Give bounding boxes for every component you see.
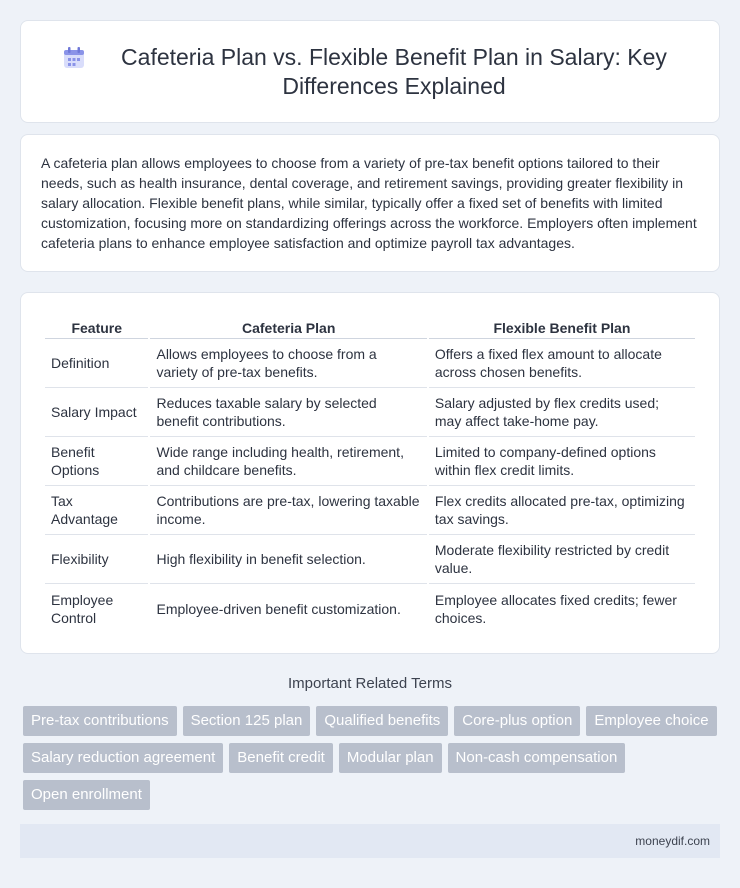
feature-cell: Benefit Options (45, 437, 148, 486)
flexible-cell: Flex credits allocated pre-tax, optimizing tax savings. (429, 486, 695, 535)
table-row (45, 584, 695, 633)
cafeteria-cell: Contributions are pre-tax, lowering taxable income. (150, 486, 426, 535)
footer (20, 824, 720, 858)
table-row (45, 486, 695, 535)
flexible-cell: Moderate flexibility restricted by credit value. (429, 535, 695, 584)
cafeteria-cell: Employee-driven benefit customization. (156, 600, 401, 617)
page-title: Cafeteria Plan vs. Flexible Benefit Plan in Salary: Key Differences Explained (121, 43, 667, 99)
header-flexible-benefit-plan: Flexible Benefit Plan (429, 315, 695, 339)
comparison-table (43, 315, 697, 633)
cafeteria-cell: Reduces taxable salary by selected benefit contributions. (150, 388, 426, 437)
cafeteria-cell: High flexibility in benefit selection. (150, 535, 426, 584)
table-row (45, 437, 695, 486)
related-terms-title: Important Related Terms (288, 675, 452, 692)
tag-section-125-plan[interactable]: Section 125 plan (183, 706, 311, 736)
tag-pre-tax-contributions[interactable]: Pre-tax contributions (23, 706, 177, 736)
feature-cell: Definition (45, 339, 148, 388)
flexible-cell: Offers a fixed flex amount to allocate across chosen benefits. (429, 339, 695, 388)
calendar-icon (61, 45, 87, 71)
table-row (45, 535, 695, 584)
feature-cell: Flexibility (45, 535, 148, 584)
header-cafeteria-plan: Cafeteria Plan (150, 315, 426, 339)
table-header-row (45, 315, 695, 339)
tag-core-plus-option[interactable]: Core-plus option (454, 706, 580, 736)
tag-open-enrollment[interactable]: Open enrollment (23, 780, 150, 810)
table-row (45, 388, 695, 437)
tag-modular-plan[interactable]: Modular plan (339, 743, 442, 773)
comparison-table-card (20, 292, 720, 654)
table-row (45, 339, 695, 388)
tag-non-cash-compensation[interactable]: Non-cash compensation (448, 743, 626, 773)
feature-cell: Employee Control (51, 591, 114, 626)
flexible-cell: Salary adjusted by flex credits used; may affect take-home pay. (429, 388, 695, 437)
feature-cell: Tax Advantage (45, 486, 148, 535)
tag-salary-reduction-agreement[interactable]: Salary reduction agreement (23, 743, 223, 773)
tag-employee-choice[interactable]: Employee choice (586, 706, 716, 736)
flexible-cell: Limited to company-defined options within flex credit limits. (429, 437, 695, 486)
intro-paragraph: A cafeteria plan allows employees to choose from a variety of pre-tax benefit options tailored to their needs, such as health insurance, dental coverage, and retirement savings, providing greater flexibility in salary allocation. Flexible benefit plans, while similar, typically offer a fixed set of benefits with limited customization, focusing more on standardizing offerings across the workforce. Employers often implement cafeteria plans to enhance employee satisfaction and optimize payroll tax advantages. (41, 155, 697, 251)
header-card (20, 20, 720, 123)
cafeteria-cell: Allows employees to choose from a variety of pre-tax benefits. (150, 339, 426, 388)
footer-site-link[interactable]: moneydif.com (635, 834, 710, 848)
tag-benefit-credit[interactable]: Benefit credit (229, 743, 333, 773)
flexible-cell: Employee allocates fixed credits; fewer choices. (434, 591, 677, 626)
related-terms-tags (23, 706, 723, 810)
header-feature: Feature (45, 315, 148, 339)
tag-qualified-benefits[interactable]: Qualified benefits (316, 706, 448, 736)
feature-cell: Salary Impact (45, 388, 148, 437)
intro-card (20, 134, 720, 272)
cafeteria-cell: Wide range including health, retirement, and childcare benefits. (150, 437, 426, 486)
